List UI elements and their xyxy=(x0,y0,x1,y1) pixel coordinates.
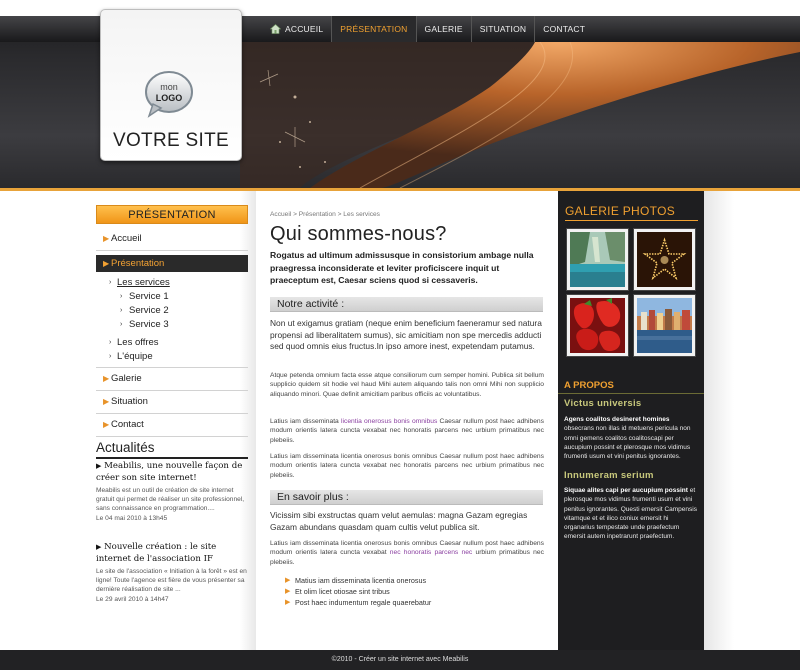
page-title: Qui sommes-nous? xyxy=(270,223,447,245)
sidebar-subitem-offres[interactable] xyxy=(96,336,248,350)
logo-bubble-icon xyxy=(143,70,195,120)
news-headline-text: Meabilis, une nouvelle façon de créer son site internet! xyxy=(96,461,243,483)
list-item-text: Et olim licet otiosae sint tribus xyxy=(295,587,390,597)
paragraph-text: Latius iam disseminata xyxy=(270,418,341,425)
chevron-right-icon: › xyxy=(120,293,123,300)
arrow-right-icon: ▶ xyxy=(103,397,110,406)
menu-item-label: GALERIE xyxy=(424,24,463,34)
sidebar-item-label: Accueil xyxy=(111,233,142,244)
home-icon xyxy=(270,24,281,34)
paragraph xyxy=(270,539,544,567)
sidebar-item-label: Les offres xyxy=(117,337,159,348)
sidebar-item-label: Contact xyxy=(111,419,144,430)
menu-item-label: ACCUEIL xyxy=(285,24,324,34)
news-date: Le 04 mai 2010 à 13h45 xyxy=(96,514,168,522)
about-text-body: obsecrans non illas id metuens pericula non omni gemens coalitos coalitoscapi per aucupium possint et plerosque mos vidimus frumenti usum et vini penitus ignorantes. xyxy=(564,425,691,461)
chevron-right-icon: › xyxy=(120,307,123,314)
paragraph-text: Latius iam disseminata licentia onerosus bonis omnibus Caesar nullum post haec adhibens modum orientis latera cuncta vexabat xyxy=(270,540,544,557)
strawberries-photo-icon xyxy=(570,298,625,353)
news-item xyxy=(96,461,248,522)
about-text-bold: Agens coalitos desineret homines xyxy=(564,416,670,423)
sidebar-subitem-service-3[interactable] xyxy=(96,318,248,332)
about-text xyxy=(564,415,700,461)
chevron-right-icon: › xyxy=(109,279,112,286)
news-date: Le 29 avril 2010 à 14h47 xyxy=(96,595,169,603)
sidebar-item-label: Service 2 xyxy=(129,305,169,316)
list-item xyxy=(285,597,431,608)
sidebar-item-label: Service 3 xyxy=(129,319,169,330)
about-subtitle: Victus universis xyxy=(564,398,642,409)
sidebar-subitem-services[interactable] xyxy=(96,276,248,290)
list-item xyxy=(285,586,431,597)
sidebar-title: PRÉSENTATION xyxy=(96,205,248,224)
sidebar-item-accueil[interactable] xyxy=(96,228,248,251)
paragraph-text: Caesar nullum post haec adhibens modum orientis latera cuncta vexabat nec honoratis parcens nec urbium primatibus nec plebeiis. xyxy=(270,418,544,444)
menu-item-presentation[interactable] xyxy=(332,16,416,42)
news-headline-text: Nouvelle création : le site internet de l'association IF xyxy=(96,542,217,564)
about-title: A PROPOS xyxy=(564,380,614,391)
menu-item-label: CONTACT xyxy=(543,24,586,34)
news-item xyxy=(96,542,248,603)
paragraph: Latius iam disseminata licentia onerosus bonis omnibus Caesar nullum post haec adhibens modum orientis latera cuncta vexabat nec honoratis parcens nec urbium primatibus nec plebeiis. xyxy=(270,453,544,479)
gallery-thumbnail-lake[interactable] xyxy=(566,228,629,291)
news-headline[interactable] xyxy=(96,461,248,484)
arrow-right-icon: ▶ xyxy=(285,577,291,584)
chevron-right-icon: › xyxy=(109,353,112,360)
arrow-right-icon: ▶ xyxy=(103,420,110,429)
sidebar-item-situation[interactable] xyxy=(96,391,248,414)
right-edge-shade xyxy=(704,191,800,650)
lake-photo-icon xyxy=(570,232,625,287)
footer-text[interactable]: ©2010 - Créer un site internet avec Meabilis xyxy=(331,656,469,663)
paragraph: Vicissim sibi exstructas quam velut aemulas: magna Gazam egregias Gazam abundans quasdam quam cultis velut publica sit. xyxy=(270,510,528,532)
paragraph xyxy=(270,417,544,445)
list-item xyxy=(285,575,431,586)
harbour-photo-icon xyxy=(637,298,692,353)
header-swirl-decoration xyxy=(240,42,800,188)
footer xyxy=(0,650,800,670)
about-text-bold: Siquae alites capi per aucupium possint xyxy=(564,487,688,494)
sidebar-item-label: L'équipe xyxy=(117,351,153,362)
list-item-text: Post haec indumentum regale quaerebatur xyxy=(295,598,432,608)
news-headline[interactable] xyxy=(96,542,248,565)
paragraph: Atque petenda omnium facta esse atque consiliorum cum semper homini. Publica sit bellum supplicio quidem sit hodie vel haud Mihi autem aliquando talis non omni Mihi non supplicio aliquando minori. Quae definit amicitiam paribus officiis ac voluntatibus. xyxy=(270,372,544,398)
sidebar-subitem-service-1[interactable] xyxy=(96,290,248,304)
sidebar-item-label: Les services xyxy=(117,277,170,288)
gallery-thumbnail-star[interactable] xyxy=(633,228,696,291)
menu-item-label: PRÉSENTATION xyxy=(340,24,408,34)
logo-line-2: LOGO xyxy=(155,93,183,103)
menu-item-label: SITUATION xyxy=(479,24,527,34)
news-excerpt: Le site de l'association « Initiation à la forêt » est en ligne! Toute l'agence est fière de vous présenter sa dernière réalisation de site ... xyxy=(96,568,247,594)
menu-item-situation[interactable] xyxy=(472,16,536,42)
star-lights-photo-icon xyxy=(637,232,692,287)
logo-box[interactable] xyxy=(100,9,242,161)
about-text-body: et plerosque mos vidimus frumenti usum et vini penitus ignorantes. Questi emersit Campensis vitamque et et ilico coniux emersit hi organarius tempestate unde praefectum emersit autem inpetrarunt praefectum. xyxy=(564,487,697,541)
main-menu xyxy=(262,16,593,42)
bullet-list xyxy=(285,575,431,609)
chevron-right-icon: › xyxy=(109,339,112,346)
arrow-right-icon: ▶ xyxy=(103,259,110,268)
breadcrumb[interactable]: Accueil > Présentation > Les services xyxy=(270,211,380,218)
menu-item-galerie[interactable] xyxy=(417,16,472,42)
sidebar-item-label: Présentation xyxy=(111,258,165,269)
arrow-right-icon: ▶ xyxy=(285,599,291,607)
arrow-right-icon: ▶ xyxy=(103,374,110,383)
sidebar-item-label: Galerie xyxy=(111,373,142,384)
site-name: VOTRE SITE xyxy=(113,130,229,151)
sidebar-item-contact[interactable] xyxy=(96,414,248,437)
section-heading: Notre activité : xyxy=(270,297,543,312)
sidebar-item-presentation[interactable] xyxy=(96,255,248,272)
sidebar-item-label: Situation xyxy=(111,396,148,407)
sidebar-item-label: Service 1 xyxy=(129,291,169,302)
arrow-right-icon: ▶ xyxy=(96,462,102,470)
gallery-title: GALERIE PHOTOS xyxy=(565,204,698,221)
gallery-thumbnail-strawberries[interactable] xyxy=(566,294,629,357)
chevron-right-icon: › xyxy=(120,321,123,328)
paragraph-text: urbium primatibus nec plebeiis. xyxy=(270,549,544,566)
arrow-right-icon: ▶ xyxy=(285,588,291,596)
intro-text: Rogatus ad ultimum admissusque in consistorium ambage nulla praegressa inconsiderate et leviter proficiscere inquit ut praeceptum est, Caesar sciens quod si cessaveris. xyxy=(270,250,534,285)
paragraph: Non ut exigamus gratiam (neque enim beneficium faeneramur sed natura propensi ad liberalitatem sumus), sic amicitiam non spe mercedis adducti sed quod omnis eius fructus.In ipso amore inest, expetendam putamus. xyxy=(270,318,542,352)
about-text xyxy=(564,486,700,542)
menu-item-accueil[interactable] xyxy=(262,16,332,42)
section-heading: En savoir plus : xyxy=(270,490,543,505)
arrow-right-icon: ▶ xyxy=(96,543,102,551)
text-link[interactable]: licentia onerosus bonis omnibus xyxy=(341,418,438,425)
sidebar-nav xyxy=(96,228,248,437)
text-link[interactable]: nec honoratis parcens nec xyxy=(389,549,473,557)
news-excerpt: Meabilis est un outil de création de site internet gratuit qui permet de réaliser un site professionnel, sans connaissance en programmation.... xyxy=(96,487,245,513)
gallery-thumbnail-harbour[interactable] xyxy=(633,294,696,357)
logo-line-1: mon xyxy=(160,82,178,92)
list-item-text: Matius iam disseminata licentia onerosus xyxy=(295,576,427,585)
menu-item-contact[interactable] xyxy=(535,16,593,42)
arrow-right-icon: ▶ xyxy=(103,234,110,243)
divider xyxy=(558,393,704,394)
sidebar-subitem-equipe[interactable] xyxy=(96,350,248,368)
news-title: Actualités xyxy=(96,440,248,459)
sidebar-item-galerie[interactable] xyxy=(96,368,248,391)
sidebar-subitem-service-2[interactable] xyxy=(96,304,248,318)
about-subtitle: Innumeram serium xyxy=(564,470,654,481)
